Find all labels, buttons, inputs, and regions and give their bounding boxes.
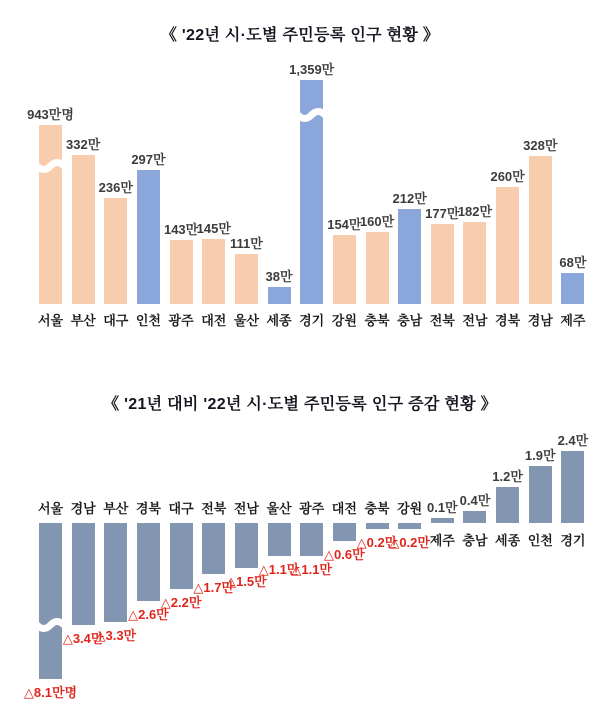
bar-경기 (561, 451, 584, 523)
bar-충남 (398, 209, 421, 304)
category-label-전북: 전북 (201, 501, 227, 516)
value-label-서울: △8.1만명 (23, 685, 78, 700)
bar-제주 (431, 518, 454, 523)
bar-울산 (235, 254, 258, 304)
bar-부산 (104, 523, 127, 622)
category-label-충남: 충남 (397, 313, 423, 328)
category-label-경남: 경남 (527, 313, 553, 328)
value-label-부산: △3.3만 (95, 628, 137, 643)
axis-break-icon (37, 157, 64, 180)
category-label-전남: 전남 (233, 501, 259, 516)
value-label-경남: △3.4만 (62, 631, 104, 646)
value-label-전북: 177만 (425, 206, 460, 221)
value-label-충남: 0.4만 (459, 493, 491, 508)
value-label-울산: △1.1만 (258, 562, 300, 577)
category-label-충북: 충북 (364, 313, 390, 328)
category-label-충남: 충남 (462, 533, 488, 548)
category-label-인천: 인천 (527, 533, 553, 548)
category-label-세종: 세종 (266, 313, 292, 328)
value-label-제주: 68만 (559, 255, 587, 270)
bar-인천 (137, 170, 160, 304)
bar-부산 (72, 155, 95, 304)
category-label-경북: 경북 (135, 501, 161, 516)
value-label-대구: △2.2만 (160, 595, 202, 610)
value-label-광주: 143만 (163, 222, 199, 237)
bar-강원 (398, 523, 421, 529)
value-label-광주: △1.1만 (291, 562, 333, 577)
value-label-인천: 297만 (131, 152, 166, 167)
value-label-경북: △2.6만 (128, 607, 169, 622)
category-label-서울: 서울 (37, 313, 64, 328)
axis-break-icon (37, 616, 64, 639)
value-label-경기: 1,359만 (289, 62, 335, 77)
category-label-광주: 광주 (168, 313, 194, 328)
value-label-경북: 260만 (490, 169, 525, 184)
category-label-울산: 울산 (266, 501, 292, 516)
category-label-광주: 광주 (299, 501, 325, 516)
category-label-제주: 제주 (429, 533, 455, 548)
value-label-전남: 182만 (457, 204, 493, 219)
bar-대전 (202, 239, 225, 304)
category-label-경북: 경북 (495, 313, 521, 328)
category-label-전북: 전북 (429, 313, 455, 328)
value-label-경남: 328만 (523, 138, 558, 153)
bar-광주 (300, 523, 323, 556)
category-label-대전: 대전 (201, 313, 227, 328)
value-label-울산: 111만 (229, 236, 263, 251)
category-label-인천: 인천 (135, 313, 161, 328)
category-label-경기: 경기 (299, 313, 325, 328)
bar-대구 (170, 523, 193, 589)
category-label-경남: 경남 (70, 501, 96, 516)
bar-전북 (431, 224, 454, 304)
bar-대구 (104, 198, 127, 304)
category-label-경기: 경기 (560, 533, 586, 548)
value-label-세종: 38만 (265, 269, 293, 284)
bar-광주 (170, 240, 193, 304)
axis-break-icon (298, 106, 325, 129)
category-label-부산: 부산 (103, 501, 129, 516)
bar-경북 (496, 187, 519, 304)
bar-충북 (366, 523, 389, 529)
category-label-충북: 충북 (364, 501, 390, 516)
value-label-대전: △0.6만 (324, 547, 365, 562)
value-label-충북: 160만 (359, 214, 395, 229)
bar-강원 (333, 235, 356, 304)
bar-경북 (137, 523, 160, 601)
bar-인천 (529, 466, 552, 523)
bar-경남 (72, 523, 95, 625)
bar-제주 (561, 273, 584, 304)
value-label-충남: 212만 (392, 191, 427, 206)
category-label-대전: 대전 (331, 501, 357, 516)
value-label-충북: △0.2만 (356, 535, 398, 550)
bar-경남 (529, 156, 552, 304)
category-label-강원: 강원 (397, 501, 423, 516)
value-label-강원: 154만 (327, 217, 362, 232)
chart1-title: 《 '22년 시·도별 주민등록 인구 현황 》 (160, 27, 440, 44)
value-label-부산: 332만 (66, 137, 101, 152)
value-label-대전: 145만 (196, 221, 231, 236)
category-label-제주: 제주 (560, 313, 586, 328)
value-label-세종: 1.2만 (492, 469, 523, 484)
bar-울산 (268, 523, 291, 556)
chart2-title: 《 '21년 대비 '22년 시·도별 주민등록 인구 증감 현황 》 (103, 396, 497, 413)
value-label-인천: 1.9만 (524, 448, 556, 463)
value-label-전남: △1.5만 (226, 574, 267, 589)
bar-세종 (496, 487, 519, 523)
category-label-전남: 전남 (462, 313, 488, 328)
category-label-대구: 대구 (168, 501, 194, 516)
value-label-전북: △1.7만 (193, 580, 235, 595)
value-label-제주: 0.1만 (426, 500, 458, 515)
value-label-경기: 2.4만 (557, 433, 589, 448)
category-label-서울: 서울 (37, 501, 64, 516)
bar-경기 (300, 80, 323, 304)
bar-충북 (366, 232, 389, 304)
value-label-대구: 236만 (98, 180, 133, 195)
value-label-서울: 943만명 (27, 107, 74, 122)
bar-서울 (39, 523, 62, 679)
category-label-울산: 울산 (233, 313, 259, 328)
bar-충남 (463, 511, 486, 523)
bar-전남 (463, 222, 486, 304)
bar-전남 (235, 523, 258, 568)
value-label-강원: △0.2만 (389, 535, 430, 550)
bar-대전 (333, 523, 356, 541)
category-label-세종: 세종 (495, 533, 521, 548)
bar-세종 (268, 287, 291, 304)
category-label-강원: 강원 (331, 313, 357, 328)
bar-서울 (39, 125, 62, 304)
category-label-부산: 부산 (70, 313, 96, 328)
category-label-대구: 대구 (103, 313, 129, 328)
bar-전북 (202, 523, 225, 574)
